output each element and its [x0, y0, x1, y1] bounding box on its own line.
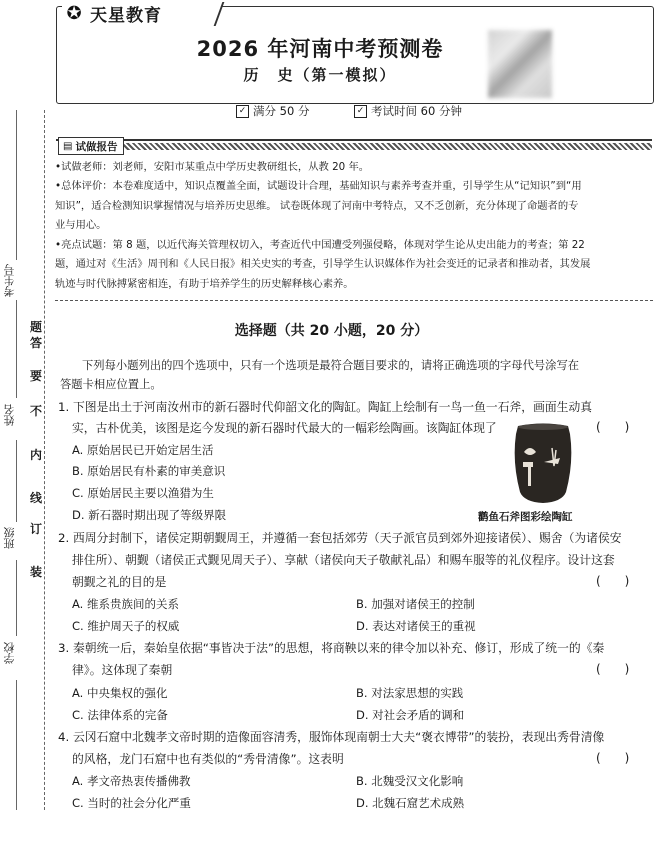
seal-char: 不	[30, 404, 43, 418]
brand	[62, 0, 222, 26]
question-3-line: 3. 秦朝统一后，秦始皇依据“事皆决于法”的思想，将商鞅以来的律令加以补充、修订，形成了统一的《秦	[58, 641, 605, 655]
seal-char: 线	[30, 491, 43, 505]
report-separator	[55, 300, 653, 301]
seal-char: 订	[30, 522, 43, 536]
instruction-line: 下列每小题列出的四个选项中，只有一个选项是最符合题目要求的，请将正确选项的字母代号涂写在	[82, 359, 580, 372]
fill-line	[16, 560, 17, 636]
fill-line	[16, 680, 17, 810]
option: A. 孝文帝热衷传播佛教	[72, 774, 191, 788]
fill-line	[16, 110, 17, 260]
fill-line	[16, 300, 17, 398]
exam-subject: 历 史（第一模拟）	[243, 66, 397, 84]
option: B. 原始居民有朴素的审美意识	[72, 464, 226, 478]
option: C. 法律体系的完备	[72, 708, 168, 722]
option: D. 北魏石窟艺术成熟	[356, 796, 465, 810]
score-info	[236, 103, 309, 119]
question-1-line: 实，古朴优美，该图是迄今发现的新石器时代最大的一幅彩绘陶画。该陶缸体现了	[72, 421, 497, 435]
option: C. 当时的社会分化严重	[72, 796, 191, 810]
label-student-id: 考生号	[3, 264, 16, 297]
option: D. 表达对诸侯王的重视	[356, 619, 476, 633]
image-caption: 鹳鱼石斧图彩绘陶缸	[478, 511, 573, 523]
answer-blank: ( )	[596, 662, 630, 676]
question-3-line: 律》。这体现了秦朝	[72, 663, 173, 677]
report-line: 题，通过对《生活》周刊和《人民日报》相关史实的考查，引导学生认识媒体作为社会变迁的记录者和推动者，其发展	[55, 258, 591, 270]
option: A. 中央集权的强化	[72, 686, 168, 700]
seal-char: 内	[30, 448, 43, 462]
question-4-line: 4. 云冈石窟中北魏孝文帝时期的造像面容清秀，服饰体现南朝士大夫“褒衣博带”的装扮，表现出秀骨清像	[58, 730, 605, 744]
question-2-line: 排住所）、朝觐（诸侯正式觐见周天子）、享献（诸侯向天子敬献礼品）和赐车服等的礼仪程序。设计这套	[72, 553, 615, 567]
score-label: 满分 50 分	[253, 104, 310, 118]
report-tag-label: 试做报告	[75, 140, 118, 153]
brand-name: 天星教育	[90, 5, 162, 26]
report-tag	[58, 137, 124, 155]
option: D. 新石器时期出现了等级界限	[72, 508, 227, 522]
section-title: 选择题（共 20 小题，20 分）	[234, 323, 429, 339]
option: B. 北魏受汉文化影响	[356, 774, 464, 788]
report-doc-icon: ▤	[63, 140, 73, 152]
label-name: 姓名	[3, 404, 16, 426]
time-info	[354, 103, 462, 119]
fill-line	[16, 440, 17, 522]
report-line: •亮点试题：第 8 题，以近代海关管理权切入，考查近代中国遭受列强侵略，体现对学生论从史出能力的考查；第 22	[55, 239, 585, 251]
option: D. 对社会矛盾的调和	[356, 708, 465, 722]
seal-char: 装	[30, 565, 43, 579]
check-box-icon: ✓	[236, 105, 249, 118]
painted-pottery-jar-image	[504, 422, 582, 504]
answer-blank: ( )	[596, 420, 630, 434]
report-line: •总体评价：本卷难度适中，知识点覆盖全面，试题设计合理，基础知识与素养考查并重，引导学生从“记知识”到“用	[55, 180, 582, 192]
star-logo-icon: ✪	[66, 2, 82, 24]
question-2-line: 朝觐之礼的目的是	[72, 575, 167, 589]
option: C. 原始居民主要以渔猎为生	[72, 486, 214, 500]
question-4-line: 的风格，龙门石窟中也有类似的“秀骨清像”。这表明	[72, 752, 344, 766]
report-line: •试做老师：刘老师，安阳市某重点中学历史教研组长，从教 20 年。	[55, 161, 370, 173]
seal-char: 题	[30, 320, 43, 334]
check-box-icon: ✓	[354, 105, 367, 118]
instruction-line: 答题卡相应位置上。	[60, 378, 162, 391]
exam-title: 2026 年河南中考预测卷	[196, 37, 444, 61]
seal-char: 要	[30, 369, 43, 383]
option: A. 维系贵族间的关系	[72, 597, 179, 611]
report-line: 业与用心。	[55, 219, 107, 231]
report-bar-hatch	[116, 143, 652, 150]
label-class: 班级	[3, 527, 16, 549]
option: A. 原始居民已开始定居生活	[72, 443, 214, 457]
seal-char: 答	[30, 336, 43, 350]
report-line: 知识”，适合检测知识掌握情况与培养历史思维。 试卷既体现了河南中考特点，又不乏创新，充分体现了命题者的专	[55, 200, 579, 212]
option: C. 维护周天子的权威	[72, 619, 180, 633]
report-line: 轨迹与时代脉搏紧密相连，有助于培养学生的历史解释核心素养。	[55, 278, 354, 290]
answer-blank: ( )	[596, 574, 630, 588]
binding-line	[44, 110, 45, 810]
blurred-qr-code	[488, 30, 552, 98]
option: B. 对法家思想的实践	[356, 686, 464, 700]
question-1-line: 1. 下图是出土于河南汝州市的新石器时代仰韶文化的陶缸。陶缸上绘制有一鸟一鱼一石斧，画面生动真	[58, 400, 593, 414]
time-label: 考试时间 60 分钟	[371, 104, 462, 118]
question-2-line: 2. 西周分封制下，诸侯定期朝觐周王，并遵循一套包括郊劳（天子派官员到郊外迎接诸侯）、赐舍（为诸侯安	[58, 531, 622, 545]
answer-blank: ( )	[596, 751, 630, 765]
option: B. 加强对诸侯王的控制	[356, 597, 475, 611]
label-school: 学校	[3, 642, 16, 664]
